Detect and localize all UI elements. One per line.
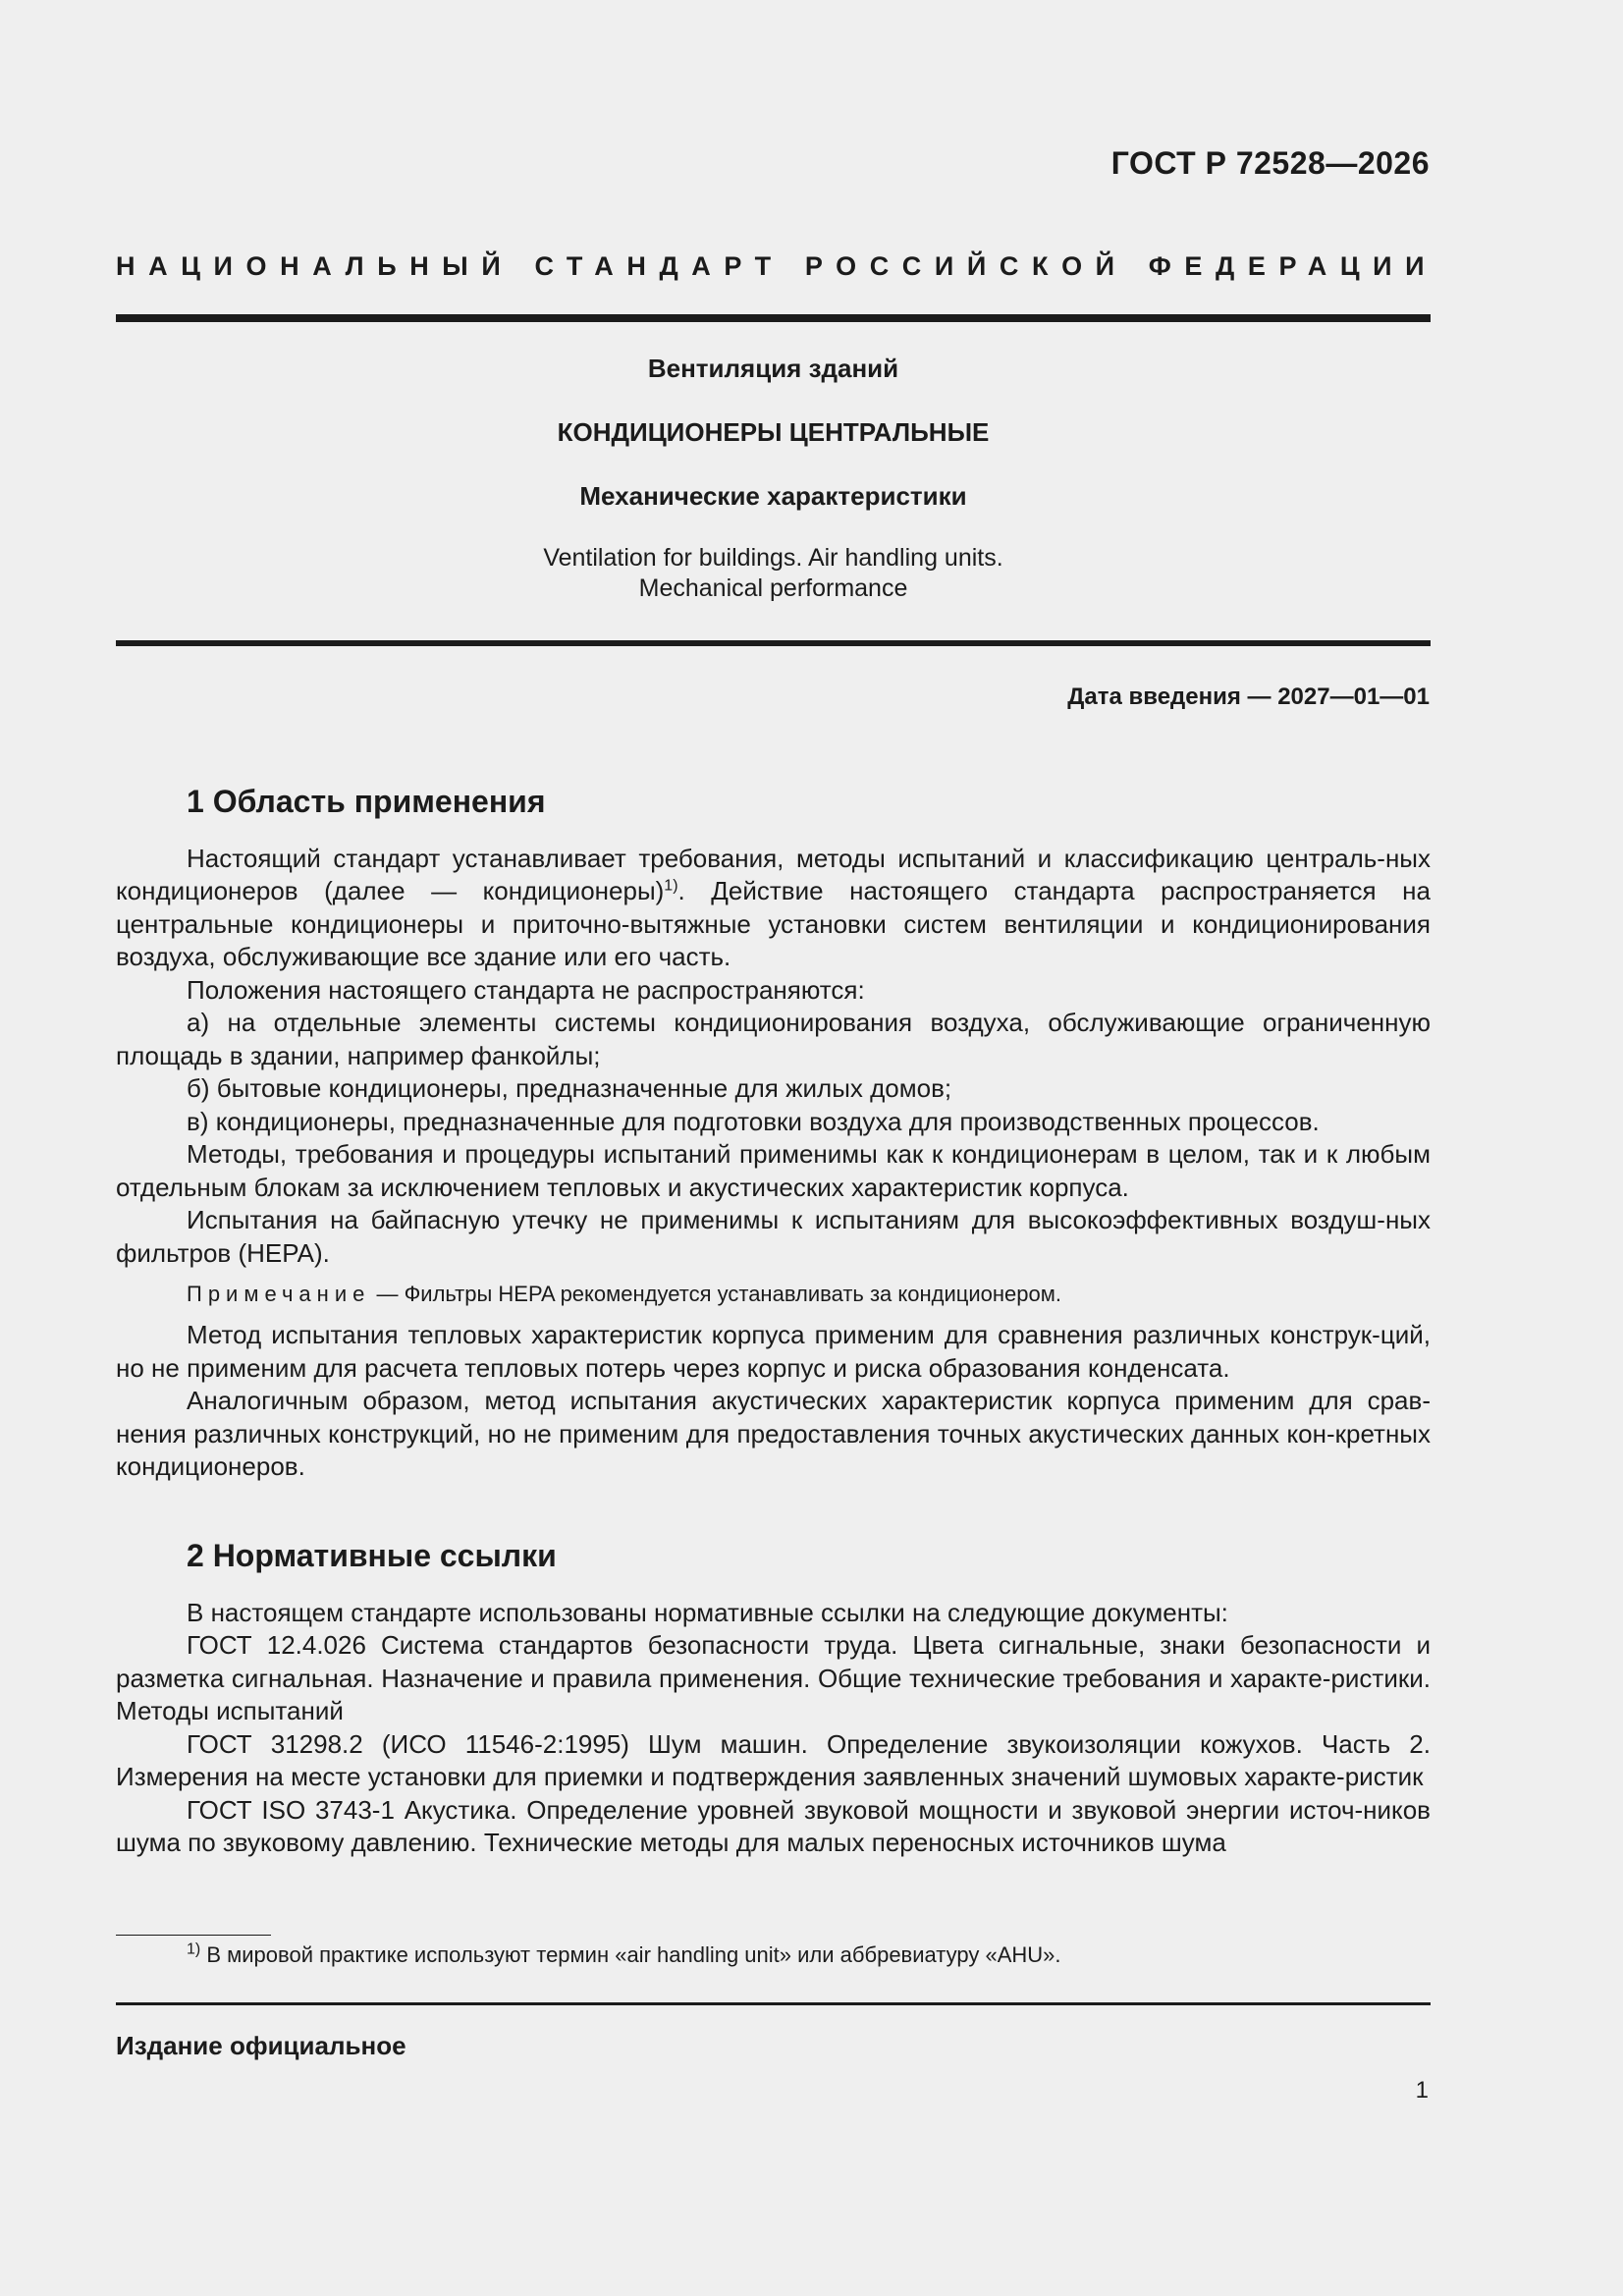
note: [116, 1280, 1431, 1309]
footnote-reference[interactable]: 1): [664, 877, 678, 895]
page-number: 1: [1415, 2077, 1429, 2104]
paragraph: Методы, требования и процедуры испытаний применимы как к кондиционерам в целом, так и к любым отдельным блокам за исключением тепловых и акустических характеристик корпуса.: [116, 1139, 1431, 1202]
title-divider: [116, 640, 1431, 646]
date-introduced: Дата введения — 2027—01—01: [1067, 683, 1430, 710]
paragraph: В настоящем стандарте использованы нормативные ссылки на следующие документы:: [187, 1597, 1228, 1627]
section-normative-references: [116, 1540, 1431, 1860]
paragraph: [116, 843, 1431, 974]
paragraph-text: Настоящий стандарт устанавливает требования, методы испытаний и классификацию централь-ных кондиционеров (далее — кондиционеры): [116, 843, 1431, 905]
title-subject: Вентиляция зданий: [647, 354, 899, 383]
title-subtitle: Механические характеристики: [579, 481, 967, 511]
section-heading: 2 Нормативные ссылки: [187, 1538, 557, 1573]
footnote: [187, 1942, 1061, 1968]
section-heading: 1 Область применения: [187, 784, 546, 819]
paragraph: Испытания на байпасную утечку не применимы к испытаниям для высокоэффективных воздуш-ных фильтров (HEPA).: [116, 1205, 1431, 1268]
footnote-divider: [116, 1935, 271, 1936]
list-item: б) бытовые кондиционеры, предназначенные для жилых домов;: [187, 1073, 952, 1103]
paragraph: Аналогичным образом, метод испытания акустических характеристик корпуса применим для срав-нения различных конструкций, но не применим для предоставления точных акустических данных кон-кретных кондиционеров.: [116, 1386, 1431, 1481]
reference-item: ГОСТ 31298.2 (ИСО 11546-2:1995) Шум машин. Определение звукоизоляции кожухов. Часть 2. Измерения на месте установки для приемки и подтверждения заявленных значений шумовых характе-ристик: [116, 1728, 1431, 1791]
note-label: Примечание: [187, 1282, 371, 1306]
document-number: ГОСТ Р 72528—2026: [1110, 145, 1430, 181]
top-divider: [116, 314, 1431, 322]
title-english-line2: Mechanical performance: [638, 574, 908, 602]
paragraph: Положения настоящего стандарта не распространяются:: [187, 974, 865, 1005]
list-item: в) кондиционеры, предназначенные для подготовки воздуха для производственных процессов.: [187, 1106, 1320, 1136]
footer-divider: [116, 2002, 1431, 2005]
title-main: КОНДИЦИОНЕРЫ ЦЕНТРАЛЬНЫЕ: [557, 417, 990, 447]
edition-label: Издание официальное: [116, 2031, 406, 2060]
title-english-line1: Ventilation for buildings. Air handling units.: [543, 544, 1003, 572]
list-item: а) на отдельные элементы системы кондиционирования воздуха, обслуживающие ограниченную площадь в здании, например фанкойлы;: [116, 1008, 1431, 1070]
reference-item: ГОСТ 12.4.026 Система стандартов безопасности труда. Цвета сигнальные, знаки безопасности и разметка сигнальная. Назначение и правила применения. Общие технические требования и характе-ристики. Методы испытаний: [116, 1630, 1431, 1725]
note-text: — Фильтры HEPA рекомендуется устанавливать за кондиционером.: [370, 1282, 1061, 1306]
paragraph-text: . Действие настоящего стандарта распространяется на центральные кондиционеры и приточно-вытяжные установки систем вентиляции и кондиционирования воздуха, обслуживающие все здание или его часть.: [116, 876, 1431, 971]
footnote-text: В мировой практике используют термин «air handling unit» или аббревиатуру «AHU».: [200, 1942, 1061, 1967]
reference-item: ГОСТ ISO 3743-1 Акустика. Определение уровней звуковой мощности и звуковой энергии источ-ников шума по звуковому давлению. Технические методы для малых переносных источников шума: [116, 1794, 1431, 1857]
title-english: [116, 543, 1431, 604]
section-scope: [116, 786, 1431, 1484]
footnote-mark: 1): [187, 1941, 201, 1958]
paragraph: Метод испытания тепловых характеристик корпуса применим для сравнения различных конструк-ций, но не применим для расчета тепловых потерь через корпус и риска образования конденсата.: [116, 1320, 1431, 1383]
national-standard-heading: НАЦИОНАЛЬНЫЙ СТАНДАРТ РОССИЙСКОЙ ФЕДЕРАЦИИ: [116, 251, 1438, 281]
